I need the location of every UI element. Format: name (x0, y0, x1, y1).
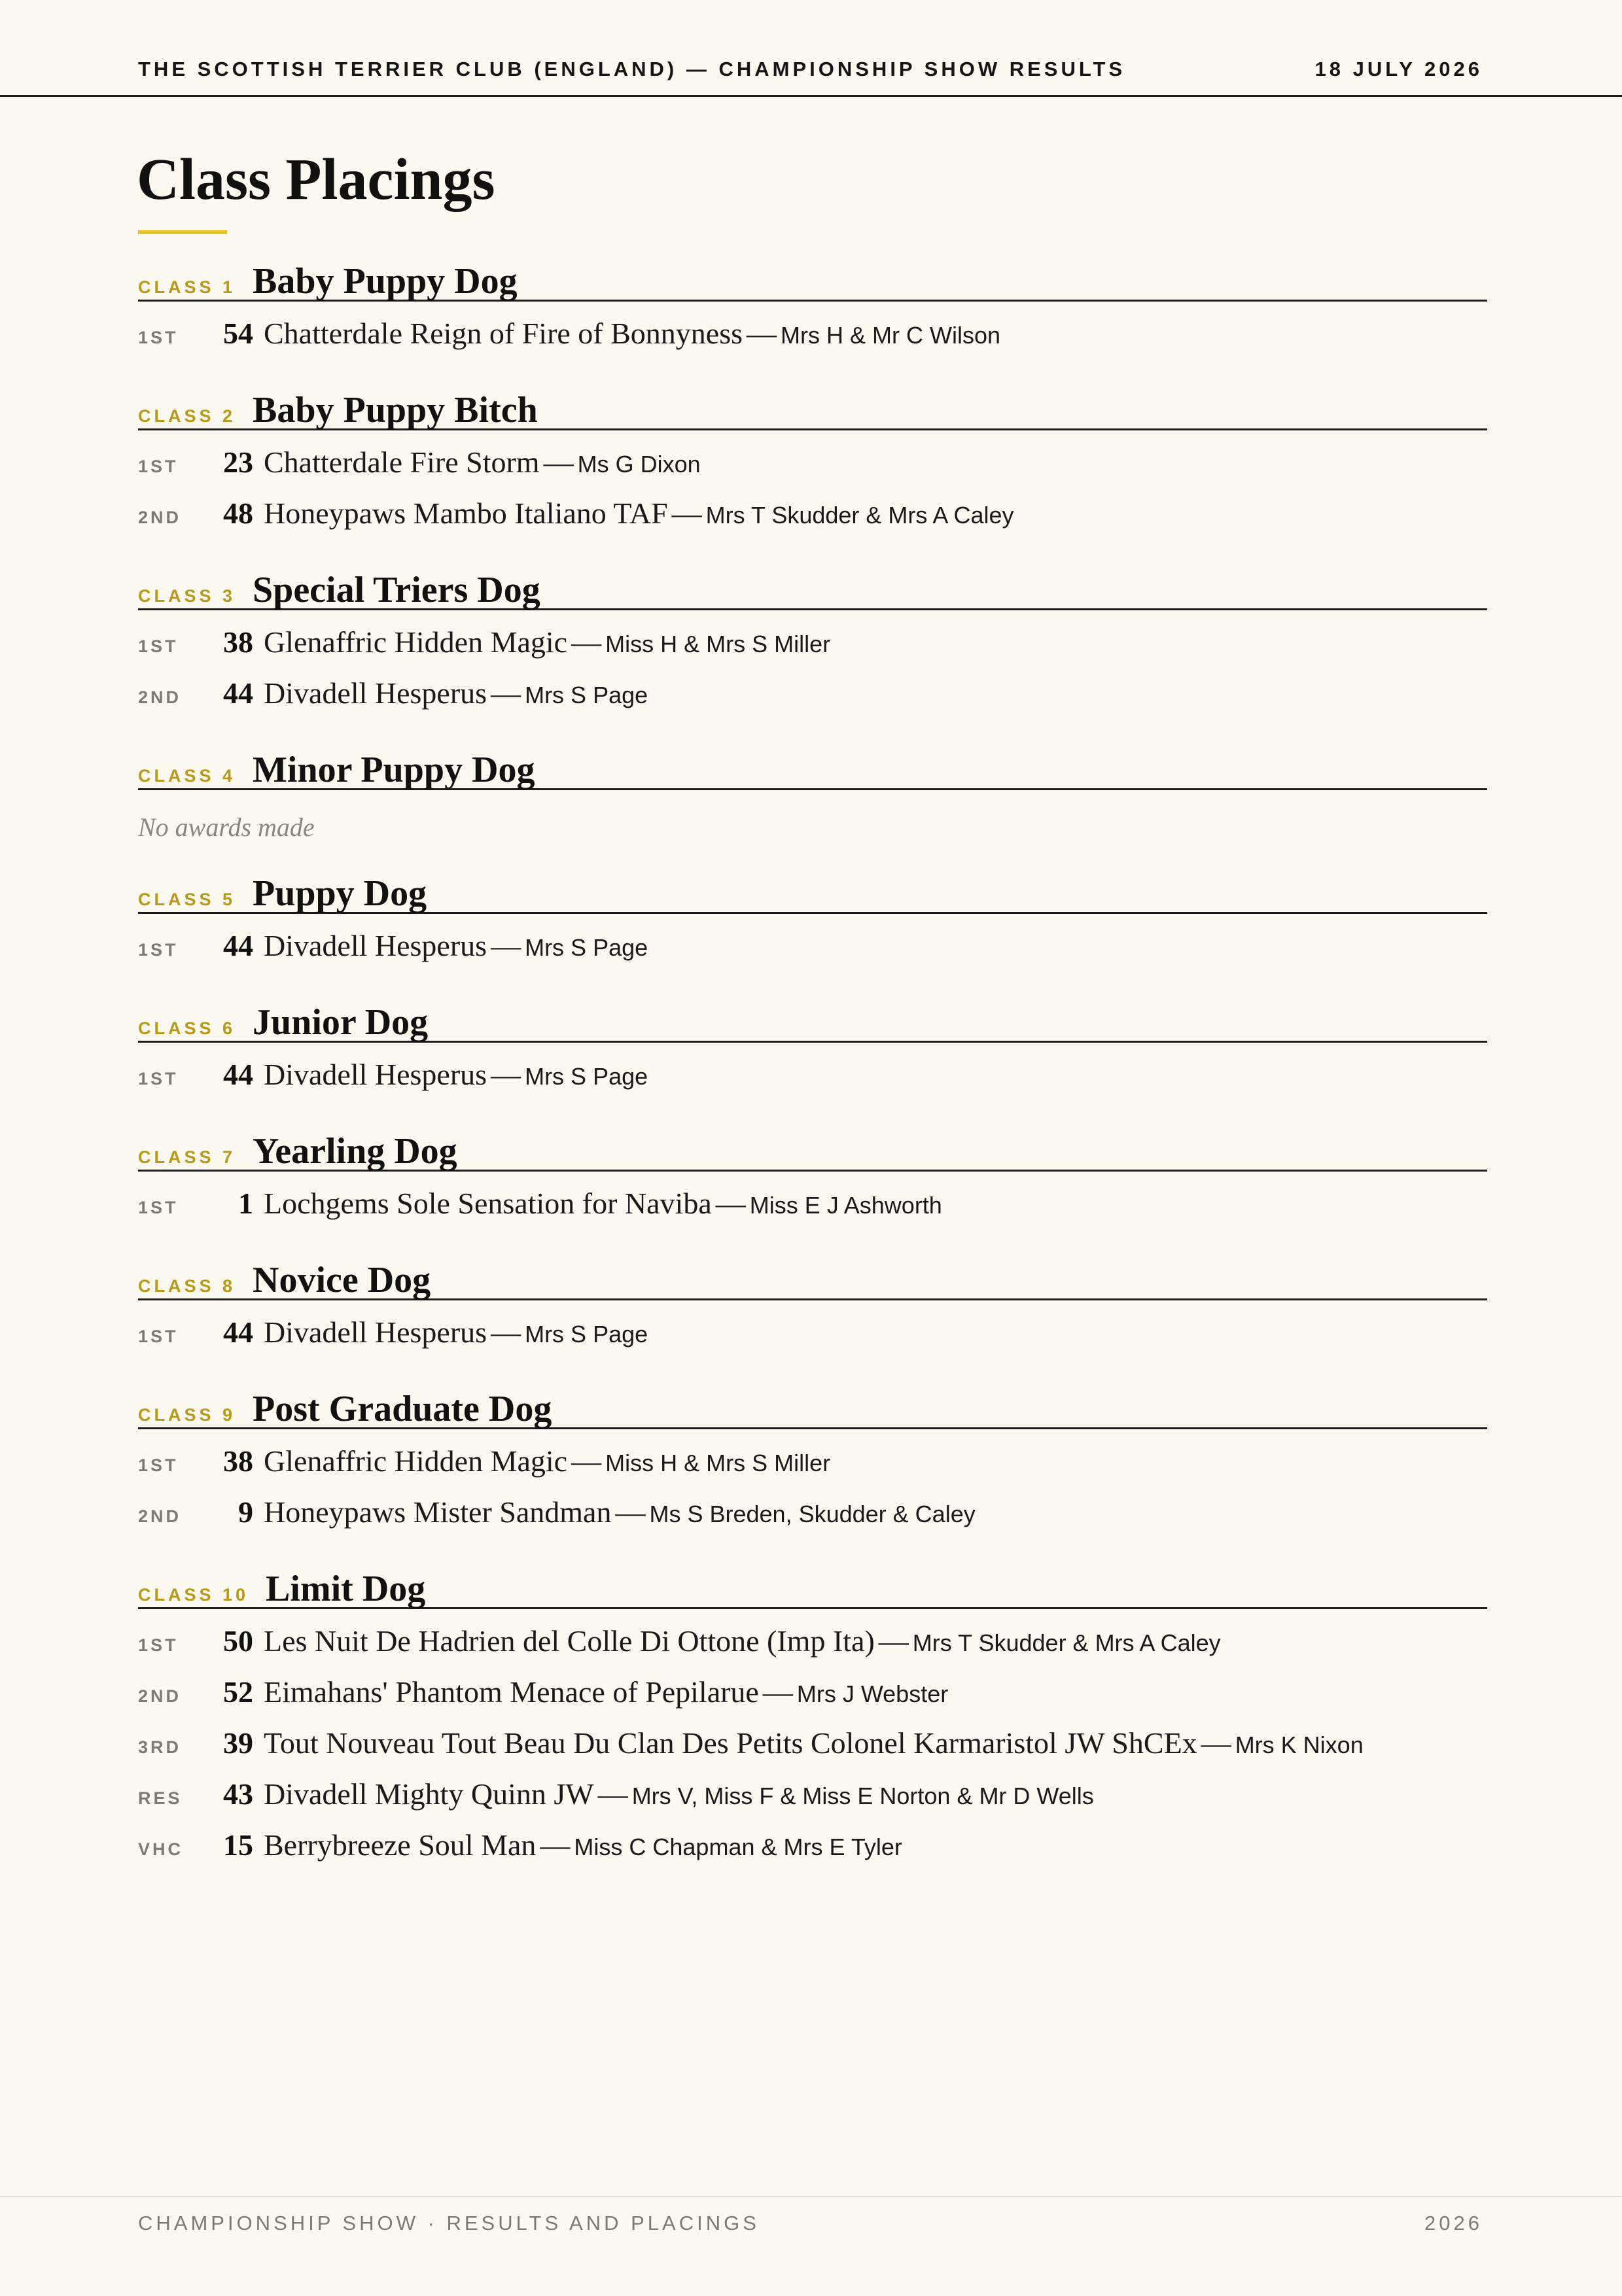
catalogue-number: 39 (223, 1726, 253, 1760)
placing-rank: 1ST (138, 636, 179, 656)
class-label: CLASS 7 (138, 1147, 236, 1167)
placing-row (138, 625, 1487, 676)
owner-name: Mrs V, Miss F & Miss E Norton & Mr D Wells (631, 1783, 1094, 1809)
dog-name: Honeypaws Mister Sandman (264, 1495, 612, 1529)
class-block (138, 1001, 1487, 1108)
placing-list (138, 1300, 1487, 1366)
placing-list (138, 1172, 1487, 1237)
class-label: CLASS 8 (138, 1276, 236, 1296)
placing-rank: 1ST (138, 1198, 179, 1217)
placing-rank: RES (138, 1788, 183, 1808)
class-heading (138, 1130, 1487, 1172)
no-awards-note: No awards made (138, 812, 315, 842)
class-heading (138, 389, 1487, 430)
dog-name: Honeypaws Mambo Italiano TAF (264, 496, 668, 530)
class-name: Junior Dog (253, 1002, 429, 1043)
dog-name: Divadell Mighty Quinn JW (264, 1777, 594, 1811)
separator-dash: — (491, 929, 521, 962)
placing-list (138, 1043, 1487, 1108)
class-block (138, 260, 1487, 367)
class-heading (138, 1388, 1487, 1429)
separator-dash: — (540, 1828, 571, 1862)
owner-name: Mrs S Page (525, 934, 648, 961)
placing-row (138, 1726, 1487, 1777)
catalogue-number: 54 (223, 317, 253, 350)
owner-name: Miss E J Ashworth (749, 1192, 942, 1219)
placing-rank: 1ST (138, 1327, 179, 1346)
class-name: Baby Puppy Bitch (253, 390, 538, 430)
owner-name: Mrs S Page (525, 1321, 648, 1348)
separator-dash: — (878, 1624, 909, 1658)
dog-name: Glenaffric Hidden Magic (264, 1444, 568, 1478)
placing-rank: 2ND (138, 1686, 182, 1706)
dog-name: Divadell Hesperus (264, 929, 487, 962)
placing-list (138, 790, 1487, 850)
placing-list (138, 302, 1487, 367)
class-label: CLASS 5 (138, 890, 236, 909)
catalogue-number: 9 (238, 1495, 253, 1529)
dog-name: Eimahans' Phantom Menace of Pepilarue (264, 1675, 759, 1709)
catalogue-number: 38 (223, 625, 253, 659)
class-list (138, 260, 1487, 1901)
dog-name: Glenaffric Hidden Magic (264, 625, 568, 659)
class-heading (138, 873, 1487, 914)
page-title: Class Placings (137, 147, 495, 212)
class-name: Yearling Dog (253, 1131, 457, 1172)
catalogue-number: 15 (223, 1828, 253, 1862)
placing-rank: 2ND (138, 508, 182, 527)
class-heading (138, 749, 1487, 790)
class-label: CLASS 9 (138, 1405, 236, 1425)
dog-name: Divadell Hesperus (264, 1058, 487, 1091)
separator-dash: — (491, 1315, 521, 1349)
dog-name: Les Nuit De Hadrien del Colle Di Ottone (Imp Ita) (264, 1624, 875, 1658)
placing-rank: VHC (138, 1839, 184, 1859)
owner-name: Ms G Dixon (577, 451, 701, 478)
class-name: Baby Puppy Dog (253, 261, 518, 302)
footer-left: CHAMPIONSHIP SHOW · RESULTS AND PLACINGS (138, 2212, 760, 2235)
placing-row (138, 316, 1487, 367)
separator-dash: — (597, 1777, 628, 1811)
placing-row (138, 1675, 1487, 1726)
class-heading (138, 1259, 1487, 1300)
owner-name: Mrs S Page (525, 682, 648, 708)
owner-name: Mrs K Nixon (1235, 1731, 1364, 1758)
owner-name: Miss H & Mrs S Miller (605, 631, 831, 657)
separator-dash: — (571, 625, 602, 659)
header-date: 18 JULY 2026 (1314, 58, 1483, 80)
dog-name: Tout Nouveau Tout Beau Du Clan Des Petits Colonel Karmaristol JW ShCEx (264, 1726, 1197, 1760)
class-heading (138, 569, 1487, 610)
placing-row (138, 1828, 1487, 1879)
placing-rank: 1ST (138, 457, 179, 476)
placing-list (138, 1609, 1487, 1879)
placing-rank: 1ST (138, 1455, 179, 1475)
placing-rank: 1ST (138, 1069, 179, 1088)
placing-row (138, 928, 1487, 979)
class-block (138, 389, 1487, 547)
header-title: THE SCOTTISH TERRIER CLUB (ENGLAND) — CHAMPIONSHIP SHOW RESULTS (138, 58, 1126, 80)
class-name: Special Triers Dog (253, 570, 540, 610)
catalogue-number: 1 (238, 1187, 253, 1220)
dog-name: Lochgems Sole Sensation for Naviba (264, 1187, 712, 1220)
class-label: CLASS 4 (138, 766, 236, 786)
class-heading (138, 260, 1487, 302)
owner-name: Miss C Chapman & Mrs E Tyler (574, 1834, 902, 1860)
owner-name: Mrs T Skudder & Mrs A Caley (705, 502, 1014, 529)
class-label: CLASS 2 (138, 406, 236, 426)
class-block (138, 1388, 1487, 1546)
owner-name: Mrs S Page (525, 1063, 648, 1090)
catalogue-number: 23 (223, 445, 253, 479)
dog-name: Chatterdale Fire Storm (264, 445, 540, 479)
class-name: Post Graduate Dog (253, 1389, 552, 1429)
class-name: Minor Puppy Dog (253, 750, 535, 790)
placing-row (138, 445, 1487, 496)
title-underline (138, 230, 227, 234)
placing-row (138, 676, 1487, 727)
catalogue-number: 50 (223, 1624, 253, 1658)
catalogue-number: 43 (223, 1777, 253, 1811)
separator-dash: — (491, 676, 521, 710)
catalogue-number: 38 (223, 1444, 253, 1478)
placing-rank: 2ND (138, 687, 182, 707)
class-heading (138, 1568, 1487, 1609)
separator-dash: — (491, 1058, 521, 1091)
separator-dash: — (1201, 1726, 1231, 1760)
class-name: Novice Dog (253, 1260, 431, 1300)
class-label: CLASS 1 (138, 277, 236, 297)
placing-rank: 3RD (138, 1737, 182, 1757)
class-label: CLASS 10 (138, 1585, 249, 1605)
placing-list (138, 430, 1487, 547)
placing-row (138, 1186, 1487, 1237)
placing-row (138, 496, 1487, 547)
separator-dash: — (615, 1495, 646, 1529)
owner-name: Ms S Breden, Skudder & Caley (649, 1501, 976, 1527)
class-block (138, 749, 1487, 850)
placing-list (138, 914, 1487, 979)
class-block (138, 569, 1487, 727)
placing-row (138, 1315, 1487, 1366)
placing-row (138, 1057, 1487, 1108)
placing-row (138, 1777, 1487, 1828)
class-name: Puppy Dog (253, 873, 427, 914)
catalogue-number: 44 (223, 929, 253, 962)
catalogue-number: 48 (223, 496, 253, 530)
dog-name: Divadell Hesperus (264, 676, 487, 710)
placing-rank: 1ST (138, 940, 179, 960)
class-block (138, 1130, 1487, 1237)
dog-name: Berrybreeze Soul Man (264, 1828, 537, 1862)
separator-dash: — (715, 1187, 746, 1220)
placing-row (138, 1495, 1487, 1546)
placing-rank: 1ST (138, 1635, 179, 1655)
placing-list (138, 610, 1487, 727)
owner-name: Mrs T Skudder & Mrs A Caley (912, 1629, 1221, 1656)
placing-rank: 1ST (138, 328, 179, 347)
owner-name: Mrs H & Mr C Wilson (781, 322, 1001, 349)
class-heading (138, 1001, 1487, 1043)
class-name: Limit Dog (266, 1569, 426, 1609)
separator-dash: — (571, 1444, 602, 1478)
dog-name: Chatterdale Reign of Fire of Bonnyness (264, 317, 743, 350)
dog-name: Divadell Hesperus (264, 1315, 487, 1349)
separator-dash: — (762, 1675, 793, 1709)
separator-dash: — (671, 496, 702, 530)
placing-list (138, 1429, 1487, 1546)
placing-row (138, 1624, 1487, 1675)
page-footer (0, 2196, 1622, 2296)
footer-right: 2026 (1424, 2212, 1483, 2235)
class-block (138, 1259, 1487, 1366)
separator-dash: — (747, 317, 777, 350)
placing-rank: 2ND (138, 1506, 182, 1526)
class-block (138, 873, 1487, 979)
class-block (138, 1568, 1487, 1879)
catalogue-number: 44 (223, 676, 253, 710)
class-label: CLASS 3 (138, 586, 236, 606)
placing-row (138, 1444, 1487, 1495)
separator-dash: — (543, 445, 574, 479)
catalogue-number: 44 (223, 1315, 253, 1349)
class-label: CLASS 6 (138, 1018, 236, 1038)
owner-name: Miss H & Mrs S Miller (605, 1450, 831, 1476)
catalogue-number: 52 (223, 1675, 253, 1709)
catalogue-number: 44 (223, 1058, 253, 1091)
owner-name: Mrs J Webster (796, 1680, 949, 1707)
page-header (0, 0, 1622, 97)
